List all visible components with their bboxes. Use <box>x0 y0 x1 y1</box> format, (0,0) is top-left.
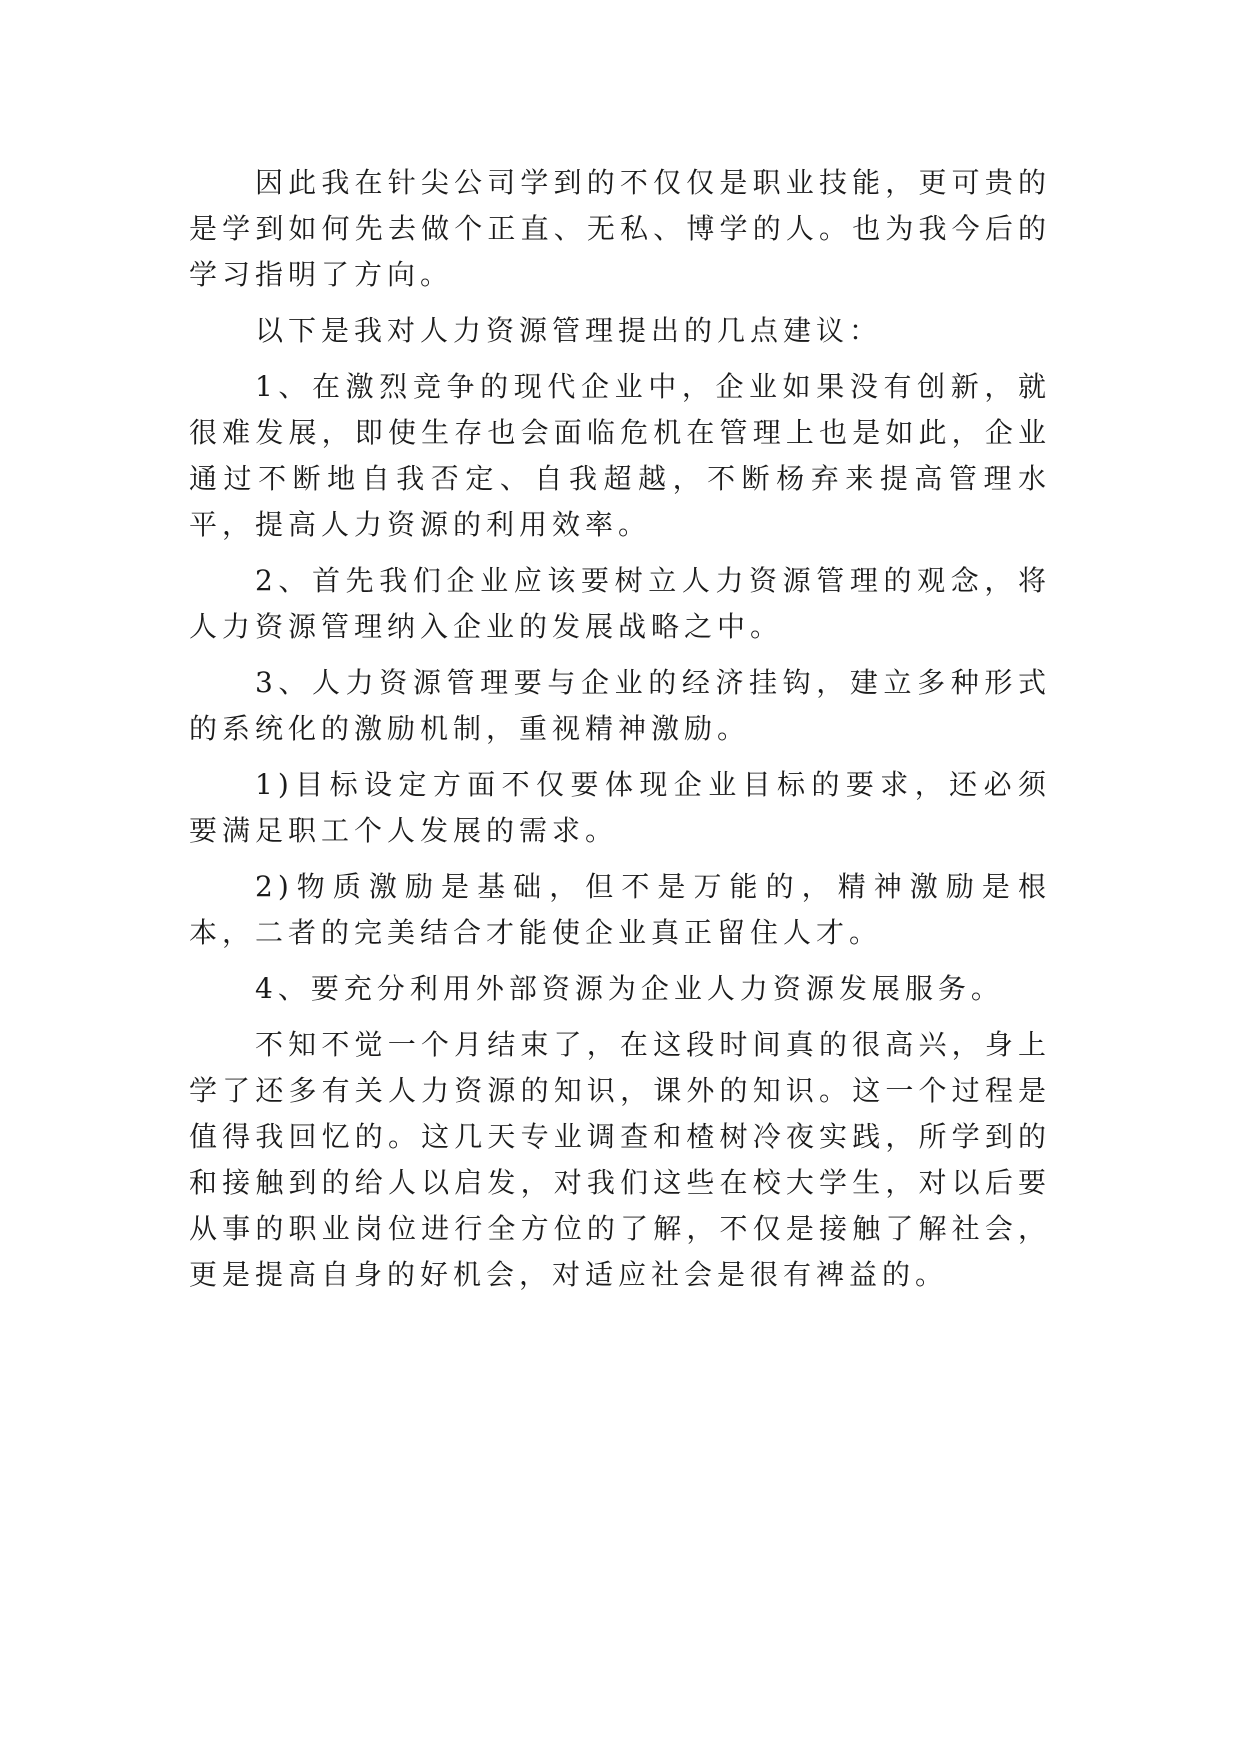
paragraph: 以下是我对人力资源管理提出的几点建议： <box>255 314 883 347</box>
document-body <box>189 160 1051 1308</box>
paragraph: 4、要充分利用外部资源为企业人力资源发展服务。 <box>255 972 1004 1005</box>
paragraph: 因此我在针尖公司学到的不仅仅是职业技能，更可贵的是学到如何先去做个正直、无私、博学的人。也为我今后的学习指明了方向。 <box>189 166 1051 291</box>
paragraph: 1、在激烈竞争的现代企业中，企业如果没有创新，就很难发展，即使生存也会面临危机在管理上也是如此，企业通过不断地自我否定、自我超越，不断杨弃来提高管理水平，提高人力资源的利用效率。 <box>189 370 1051 541</box>
paragraph: 3、人力资源管理要与企业的经济挂钩，建立多种形式的系统化的激励机制，重视精神激励。 <box>189 666 1051 745</box>
paragraph: 1)目标设定方面不仅要体现企业目标的要求，还必须要满足职工个人发展的需求。 <box>189 768 1051 847</box>
paragraph: 2、首先我们企业应该要树立人力资源管理的观念，将人力资源管理纳入企业的发展战略之中。 <box>189 564 1051 643</box>
paragraph: 不知不觉一个月结束了，在这段时间真的很高兴，身上学了还多有关人力资源的知识，课外的知识。这一个过程是值得我回忆的。这几天专业调查和楂树冷夜实践，所学到的和接触到的给人以启发，对我们这些在校大学生，对以后要从事的职业岗位进行全方位的了解，不仅是接触了解社会，更是提高自身的好机会，对适应社会是很有裨益的。 <box>189 1028 1051 1291</box>
paragraph: 2)物质激励是基础，但不是万能的，精神激励是根本，二者的完美结合才能使企业真正留住人才。 <box>189 870 1051 949</box>
